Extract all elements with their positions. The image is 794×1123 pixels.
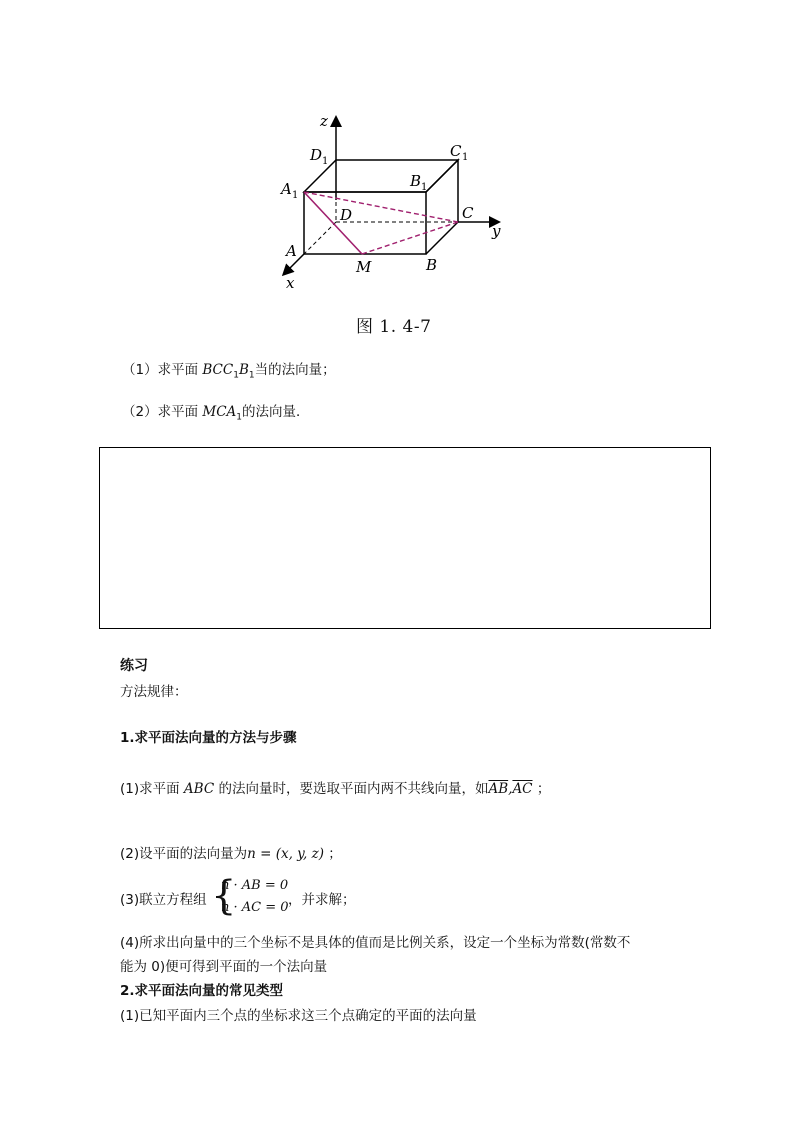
label-b1: B [410,172,422,190]
q1-prefix: （1）求平面 [122,362,203,378]
step-1 [120,777,550,797]
step1-mid: 的法向量时，要选取平面内两不共线向量，如 [214,781,489,797]
step1-suffix: ； [532,781,551,797]
section-1-title: 1.求平面法向量的方法与步骤 [120,730,297,746]
q1-math: BCC [202,362,234,378]
equation-1: n · AB = 0 [221,878,289,893]
label-a1: A [281,180,292,198]
question-2 [122,400,310,423]
label-x: x [286,274,295,292]
q1-math2: B [238,362,249,378]
step2-prefix: (2)设平面的法向量为 [120,846,248,862]
step1-comma: , [508,781,513,797]
step-3-suffix: ，并求解； [288,892,356,908]
label-m: M [356,258,372,276]
label-b1-sub: 1 [421,182,428,193]
step2-math: n = (x, y, z) [247,846,324,862]
label-d1-sub: 1 [322,156,329,167]
q1-suffix: 当的法向量； [254,362,336,378]
label-b: B [426,256,438,274]
label-c: C [462,204,474,222]
step1-prefix: (1)求平面 [120,781,184,797]
q2-suffix: 的法向量． [242,404,310,420]
answer-box[interactable] [99,447,711,629]
method-label: 方法规律： [120,684,188,700]
equation-system [211,874,291,918]
equation-2: n · AC = 0 [221,900,289,915]
step2-suffix: ； [323,846,342,862]
step1-vector-ab: $\overline{AB}$ [488,781,509,797]
q2-prefix: （2）求平面 [122,404,203,420]
q2-math: MCA [202,404,237,420]
step-4-line-2: 能为 0)便可得到平面的一个法向量 [120,959,328,975]
brace-icon: { [211,873,237,919]
cuboid-diagram [270,108,520,298]
label-d: D [340,206,353,224]
section-2-title: 2.求平面法向量的常见类型 [120,983,284,999]
type-1: (1)已知平面内三个点的坐标求这三个点确定的平面的法向量 [120,1008,477,1024]
segment-m-c [362,222,458,254]
label-y: y [492,222,501,240]
label-c1-sub: 1 [462,152,469,163]
label-z: z [320,112,328,130]
practice-heading: 练习 [120,658,148,674]
label-a1-sub: 1 [292,190,299,201]
question-1 [122,358,336,381]
front-face [304,192,426,254]
step1-math: ABC [183,781,215,797]
step-3-prefix: (3)联立方程组 [120,892,207,908]
label-c1: C [450,142,462,160]
hidden-edge-da [304,222,336,254]
right-face [426,160,458,254]
box-figure [270,108,520,298]
step1-vector-ac: $\overline{AC}$ [512,781,533,797]
step-4-line-1: (4)所求出向量中的三个坐标不是具体的值而是比例关系，设定一个坐标为常数(常数不 [120,935,631,951]
label-d1: D [310,146,323,164]
q2-sub: 1 [236,412,243,423]
q1-sub1: 1 [233,370,239,381]
step-2 [120,842,342,862]
figure-caption: 图 1. 4-7 [356,317,432,337]
label-a: A [286,242,297,260]
q1-sub2: 1 [248,370,255,381]
